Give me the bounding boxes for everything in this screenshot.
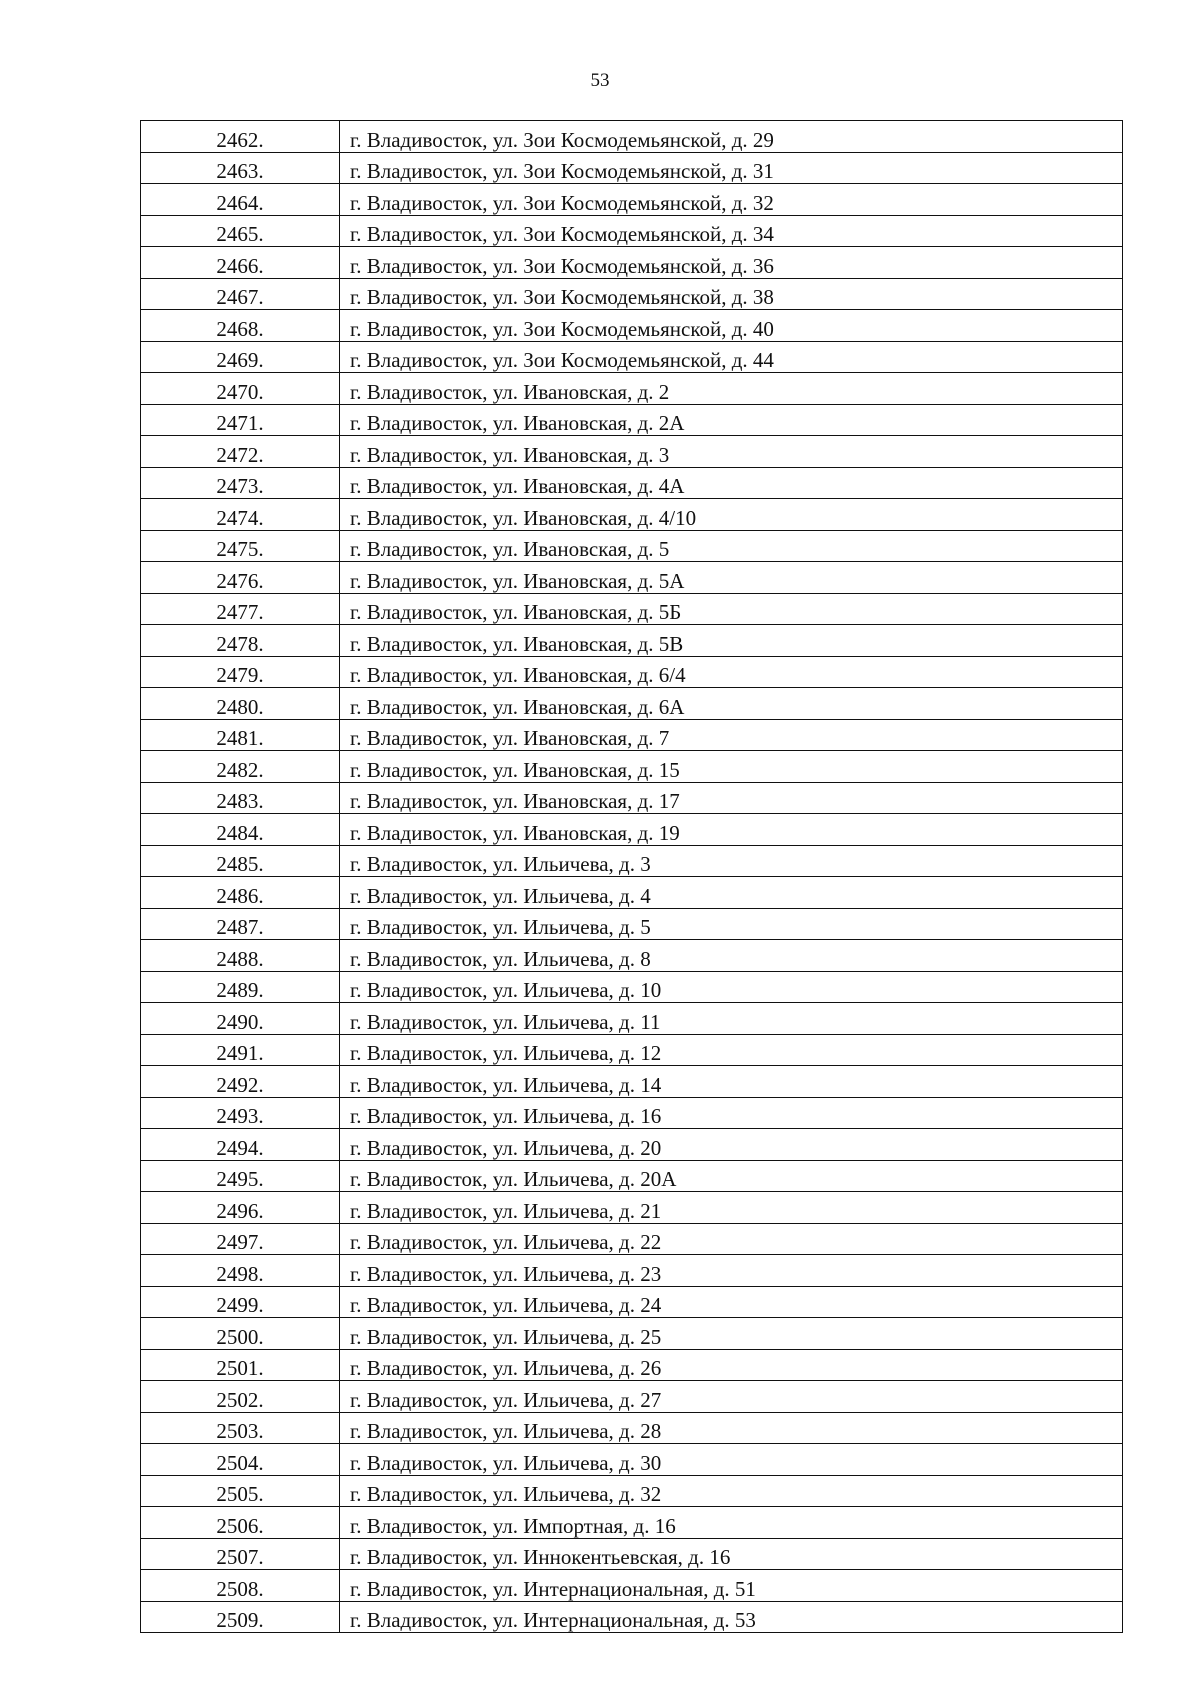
address-cell: г. Владивосток, ул. Ильичева, д. 30 [340, 1444, 1123, 1476]
address-cell: г. Владивосток, ул. Ильичева, д. 32 [340, 1475, 1123, 1507]
row-number-cell: 2480. [141, 688, 340, 720]
table-row [141, 1381, 1123, 1413]
table-row [141, 278, 1123, 310]
row-number-cell: 2468. [141, 310, 340, 342]
row-number-cell: 2462. [141, 121, 340, 153]
table-row [141, 1192, 1123, 1224]
address-cell: г. Владивосток, ул. Ильичева, д. 11 [340, 1003, 1123, 1035]
address-table [140, 120, 1123, 1633]
row-number-cell: 2479. [141, 656, 340, 688]
table-row [141, 1003, 1123, 1035]
row-number-cell: 2491. [141, 1034, 340, 1066]
table-row [141, 310, 1123, 342]
table-row [141, 404, 1123, 436]
address-cell: г. Владивосток, ул. Зои Космодемьянской, д. 34 [340, 215, 1123, 247]
address-cell: г. Владивосток, ул. Ивановская, д. 6А [340, 688, 1123, 720]
table-row [141, 215, 1123, 247]
address-cell: г. Владивосток, ул. Зои Космодемьянской, д. 38 [340, 278, 1123, 310]
table-row [141, 1507, 1123, 1539]
address-cell: г. Владивосток, ул. Ильичева, д. 26 [340, 1349, 1123, 1381]
row-number-cell: 2499. [141, 1286, 340, 1318]
row-number-cell: 2487. [141, 908, 340, 940]
row-number-cell: 2482. [141, 751, 340, 783]
row-number-cell: 2495. [141, 1160, 340, 1192]
address-cell: г. Владивосток, ул. Ивановская, д. 3 [340, 436, 1123, 468]
row-number-cell: 2497. [141, 1223, 340, 1255]
address-cell: г. Владивосток, ул. Ильичева, д. 4 [340, 877, 1123, 909]
table-row [141, 656, 1123, 688]
table-row [141, 971, 1123, 1003]
row-number-cell: 2477. [141, 593, 340, 625]
row-number-cell: 2463. [141, 152, 340, 184]
row-number-cell: 2498. [141, 1255, 340, 1287]
row-number-cell: 2508. [141, 1570, 340, 1602]
row-number-cell: 2474. [141, 499, 340, 531]
table-row [141, 1412, 1123, 1444]
page-number: 53 [590, 70, 610, 91]
address-cell: г. Владивосток, ул. Ильичева, д. 21 [340, 1192, 1123, 1224]
address-cell: г. Владивосток, ул. Ильичева, д. 14 [340, 1066, 1123, 1098]
table-row [141, 530, 1123, 562]
address-cell: г. Владивосток, ул. Ильичева, д. 22 [340, 1223, 1123, 1255]
address-cell: г. Владивосток, ул. Ильичева, д. 23 [340, 1255, 1123, 1287]
address-cell: г. Владивосток, ул. Ивановская, д. 5 [340, 530, 1123, 562]
table-row [141, 247, 1123, 279]
table-row [141, 1129, 1123, 1161]
table-row [141, 908, 1123, 940]
table-row [141, 562, 1123, 594]
table-row [141, 625, 1123, 657]
table-row [141, 184, 1123, 216]
address-cell: г. Владивосток, ул. Ивановская, д. 7 [340, 719, 1123, 751]
address-cell: г. Владивосток, ул. Зои Космодемьянской, д. 31 [340, 152, 1123, 184]
row-number-cell: 2476. [141, 562, 340, 594]
address-cell: г. Владивосток, ул. Ильичева, д. 20 [340, 1129, 1123, 1161]
address-cell: г. Владивосток, ул. Ильичева, д. 20А [340, 1160, 1123, 1192]
address-cell: г. Владивосток, ул. Ивановская, д. 4/10 [340, 499, 1123, 531]
table-row [141, 1160, 1123, 1192]
address-cell: г. Владивосток, ул. Ивановская, д. 2А [340, 404, 1123, 436]
row-number-cell: 2500. [141, 1318, 340, 1350]
address-cell: г. Владивосток, ул. Ильичева, д. 5 [340, 908, 1123, 940]
address-cell: г. Владивосток, ул. Ильичева, д. 27 [340, 1381, 1123, 1413]
row-number-cell: 2484. [141, 814, 340, 846]
address-cell: г. Владивосток, ул. Зои Космодемьянской, д. 40 [340, 310, 1123, 342]
address-cell: г. Владивосток, ул. Ильичева, д. 16 [340, 1097, 1123, 1129]
table-row [141, 782, 1123, 814]
table-row [141, 940, 1123, 972]
row-number-cell: 2470. [141, 373, 340, 405]
table-row [141, 1066, 1123, 1098]
table-row [141, 152, 1123, 184]
row-number-cell: 2475. [141, 530, 340, 562]
table-row [141, 436, 1123, 468]
row-number-cell: 2486. [141, 877, 340, 909]
table-row [141, 845, 1123, 877]
table-row [141, 1255, 1123, 1287]
row-number-cell: 2466. [141, 247, 340, 279]
table-row [141, 1570, 1123, 1602]
address-cell: г. Владивосток, ул. Интернациональная, д. 51 [340, 1570, 1123, 1602]
row-number-cell: 2478. [141, 625, 340, 657]
row-number-cell: 2492. [141, 1066, 340, 1098]
table-row [141, 467, 1123, 499]
address-cell: г. Владивосток, ул. Ивановская, д. 5А [340, 562, 1123, 594]
address-cell: г. Владивосток, ул. Ивановская, д. 19 [340, 814, 1123, 846]
address-cell: г. Владивосток, ул. Ильичева, д. 12 [340, 1034, 1123, 1066]
address-table-body [141, 121, 1123, 1633]
row-number-cell: 2505. [141, 1475, 340, 1507]
address-cell: г. Владивосток, ул. Ивановская, д. 15 [340, 751, 1123, 783]
address-cell: г. Владивосток, ул. Ильичева, д. 10 [340, 971, 1123, 1003]
row-number-cell: 2503. [141, 1412, 340, 1444]
address-cell: г. Владивосток, ул. Ивановская, д. 2 [340, 373, 1123, 405]
address-cell: г. Владивосток, ул. Импортная, д. 16 [340, 1507, 1123, 1539]
table-row [141, 1349, 1123, 1381]
table-row [141, 1444, 1123, 1476]
table-row [141, 1318, 1123, 1350]
address-cell: г. Владивосток, ул. Ильичева, д. 3 [340, 845, 1123, 877]
table-row [141, 341, 1123, 373]
table-row [141, 877, 1123, 909]
row-number-cell: 2471. [141, 404, 340, 436]
row-number-cell: 2483. [141, 782, 340, 814]
address-cell: г. Владивосток, ул. Ивановская, д. 17 [340, 782, 1123, 814]
table-row [141, 593, 1123, 625]
table-row [141, 688, 1123, 720]
address-cell: г. Владивосток, ул. Иннокентьевская, д. 16 [340, 1538, 1123, 1570]
address-cell: г. Владивосток, ул. Зои Космодемьянской, д. 44 [340, 341, 1123, 373]
address-cell: г. Владивосток, ул. Ильичева, д. 25 [340, 1318, 1123, 1350]
address-cell: г. Владивосток, ул. Ивановская, д. 5В [340, 625, 1123, 657]
table-row [141, 499, 1123, 531]
table-row [141, 1097, 1123, 1129]
address-cell: г. Владивосток, ул. Ильичева, д. 8 [340, 940, 1123, 972]
table-row [141, 1475, 1123, 1507]
row-number-cell: 2473. [141, 467, 340, 499]
address-cell: г. Владивосток, ул. Ильичева, д. 28 [340, 1412, 1123, 1444]
row-number-cell: 2489. [141, 971, 340, 1003]
row-number-cell: 2490. [141, 1003, 340, 1035]
table-row [141, 121, 1123, 153]
row-number-cell: 2488. [141, 940, 340, 972]
table-row [141, 373, 1123, 405]
row-number-cell: 2472. [141, 436, 340, 468]
address-cell: г. Владивосток, ул. Интернациональная, д. 53 [340, 1601, 1123, 1633]
table-row [141, 1286, 1123, 1318]
address-cell: г. Владивосток, ул. Зои Космодемьянской, д. 32 [340, 184, 1123, 216]
address-cell: г. Владивосток, ул. Зои Космодемьянской, д. 36 [340, 247, 1123, 279]
table-row [141, 1034, 1123, 1066]
row-number-cell: 2467. [141, 278, 340, 310]
table-row [141, 1223, 1123, 1255]
address-cell: г. Владивосток, ул. Зои Космодемьянской, д. 29 [340, 121, 1123, 153]
row-number-cell: 2485. [141, 845, 340, 877]
table-row [141, 1538, 1123, 1570]
address-cell: г. Владивосток, ул. Ильичева, д. 24 [340, 1286, 1123, 1318]
table-row [141, 751, 1123, 783]
table-row [141, 719, 1123, 751]
row-number-cell: 2502. [141, 1381, 340, 1413]
row-number-cell: 2493. [141, 1097, 340, 1129]
table-row [141, 814, 1123, 846]
row-number-cell: 2501. [141, 1349, 340, 1381]
row-number-cell: 2494. [141, 1129, 340, 1161]
address-cell: г. Владивосток, ул. Ивановская, д. 5Б [340, 593, 1123, 625]
row-number-cell: 2507. [141, 1538, 340, 1570]
row-number-cell: 2469. [141, 341, 340, 373]
row-number-cell: 2509. [141, 1601, 340, 1633]
row-number-cell: 2464. [141, 184, 340, 216]
row-number-cell: 2465. [141, 215, 340, 247]
row-number-cell: 2506. [141, 1507, 340, 1539]
row-number-cell: 2504. [141, 1444, 340, 1476]
row-number-cell: 2496. [141, 1192, 340, 1224]
address-cell: г. Владивосток, ул. Ивановская, д. 6/4 [340, 656, 1123, 688]
table-row [141, 1601, 1123, 1633]
address-cell: г. Владивосток, ул. Ивановская, д. 4А [340, 467, 1123, 499]
row-number-cell: 2481. [141, 719, 340, 751]
